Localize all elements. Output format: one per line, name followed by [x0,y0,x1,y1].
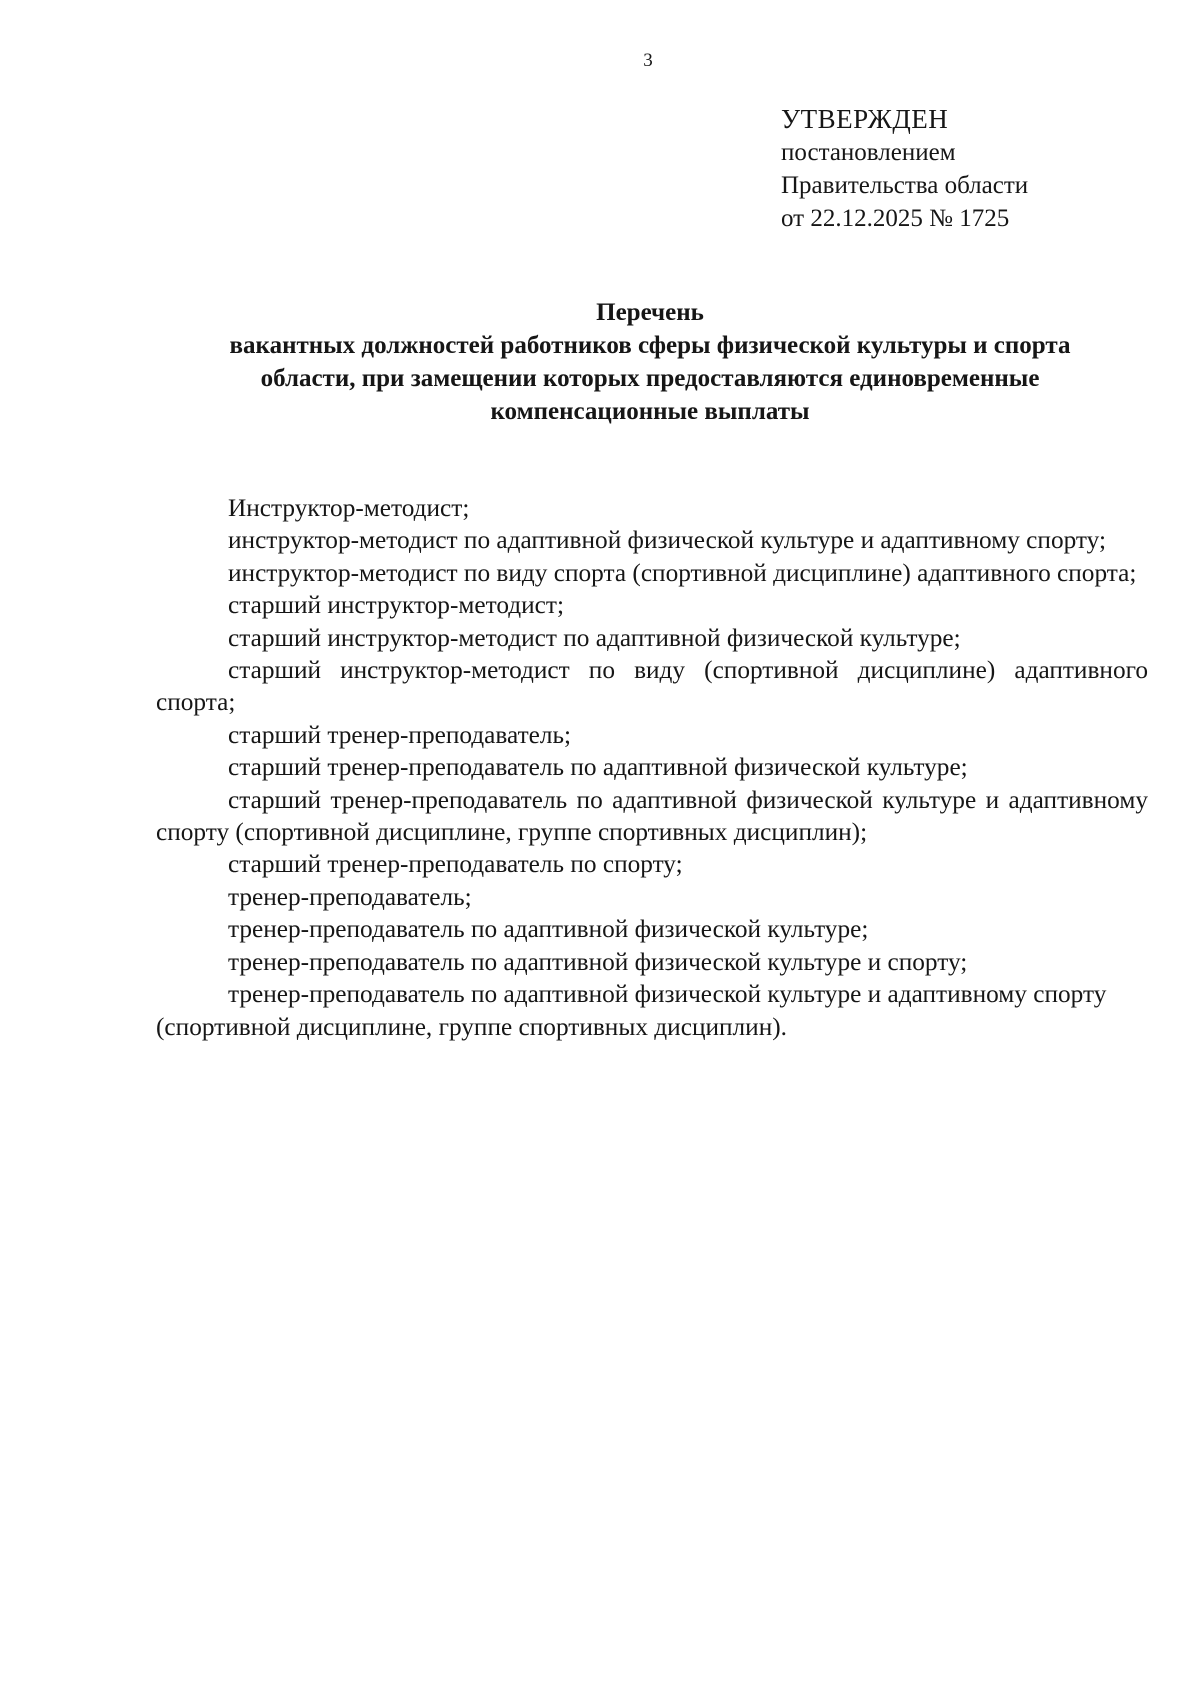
position-item: старший тренер-преподаватель по адаптивной физической культуре и адаптивному спорту (спортивной дисциплине, группе спортивных дисциплин); [156,785,1148,847]
approval-line-1: постановлением [781,139,956,166]
position-item: старший инструктор-методист; [228,591,564,620]
position-item: старший тренер-преподаватель по спорту; [228,850,683,879]
position-item: тренер-преподаватель по адаптивной физической культуре и спорту; [228,947,968,976]
approval-stamp [781,103,1181,235]
title-line-3: области, при замещении которых предоставляются единовременные [260,365,1040,392]
approval-line-2: Правительства области [781,172,1029,199]
position-item: тренер-преподаватель по адаптивной физической культуре; [228,915,869,944]
title-line-1: Перечень [596,299,704,326]
position-item: старший тренер-преподаватель; [228,720,572,749]
position-item: старший тренер-преподаватель по адаптивной физической культуре; [228,753,968,782]
position-item: тренер-преподаватель по адаптивной физической культуре и адаптивному спорту (спортивной дисциплине, группе спортивных дисциплин). [156,980,1107,1041]
position-item: инструктор-методист по адаптивной физической культуре и адаптивному спорту; [228,526,1106,555]
positions-list [156,492,1148,1043]
document-title [150,296,1150,428]
position-item: инструктор-методист по виду спорта (спортивной дисциплине) адаптивного спорта; [228,558,1137,587]
title-line-2: вакантных должностей работников сферы физической культуры и спорта [229,332,1071,359]
page-number: 3 [643,50,653,71]
position-item: старший инструктор-методист по виду (спортивной дисциплине) адаптивного спорта; [156,656,1148,717]
title-line-4: компенсационные выплаты [490,398,810,425]
position-item: тренер-преподаватель; [228,882,472,911]
position-item: старший инструктор-методист по адаптивной физической культуре; [228,623,961,652]
approval-line-3: от 22.12.2025 № 1725 [781,205,1010,232]
position-item: Инструктор-методист; [228,494,470,522]
approval-heading: УТВЕРЖДЕН [781,104,949,134]
